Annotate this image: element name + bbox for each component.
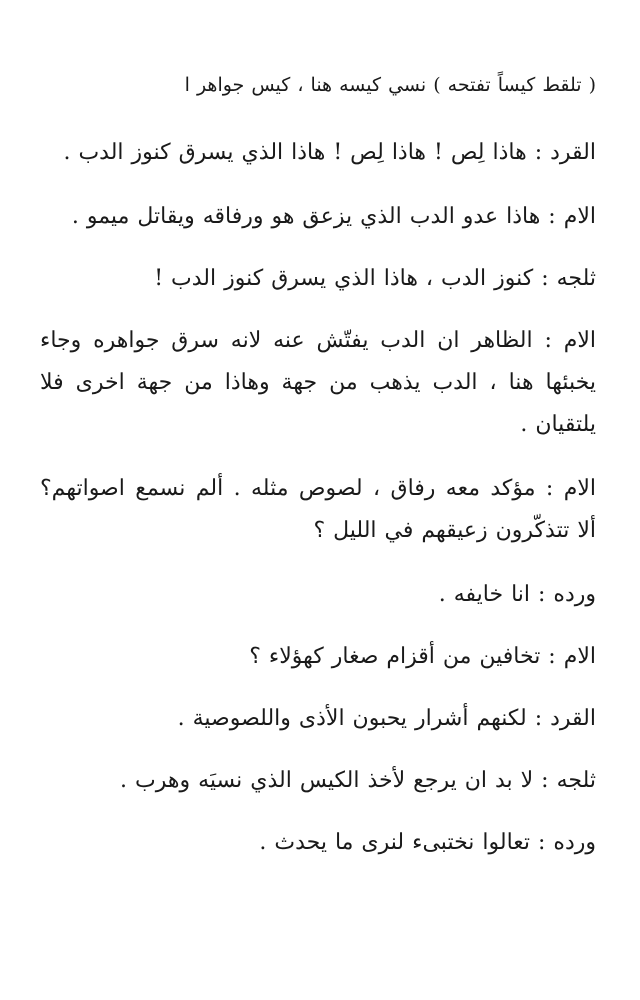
dialogue-line: الام : مؤكد معه رفاق ، لصوص مثله . ألم نسمع اصواتهم؟ ألا تتذكّرون زعيقهم في الليل ؟ [40, 476, 596, 543]
dialogue-line: الام : هاذا عدو الدب الذي يزعق هو ورفاقه ويقاتل ميمو . [71, 204, 596, 229]
dialogue-line: الام : الظاهر ان الدب يفتّش عنه لانه سرق جواهره وجاء يخبئها هنا ، الدب يذهب من جهة وهاذا من جهة اخرى فلا يلتقيان . [40, 328, 596, 437]
stage-direction: ( تلقط كيساً تفتحه ) نسي كيسه هنا ، كيس جواهر ا [184, 74, 596, 96]
dialogue-line: القرد : لكنهم أشرار يحبون الأذى واللصوصية . [177, 706, 596, 731]
dialogue-line: ثلجه : لا بد ان يرجع لأخذ الكيس الذي نسيَه وهرب . [120, 768, 596, 793]
dialogue-line: ثلجه : كنوز الدب ، هاذا الذي يسرق كنوز الدب ! [154, 266, 596, 291]
dialogue-line: ورده : تعالوا نختبىء لنرى ما يحدث . [259, 830, 596, 855]
dialogue-line: الام : تخافين من أقزام صغار كهؤلاء ؟ [249, 644, 596, 669]
dialogue-line: ورده : انا خايفه . [438, 582, 596, 607]
dialogue-line: القرد : هاذا لِص ! هاذا لِص ! هاذا الذي يسرق كنوز الدب . [63, 140, 596, 165]
